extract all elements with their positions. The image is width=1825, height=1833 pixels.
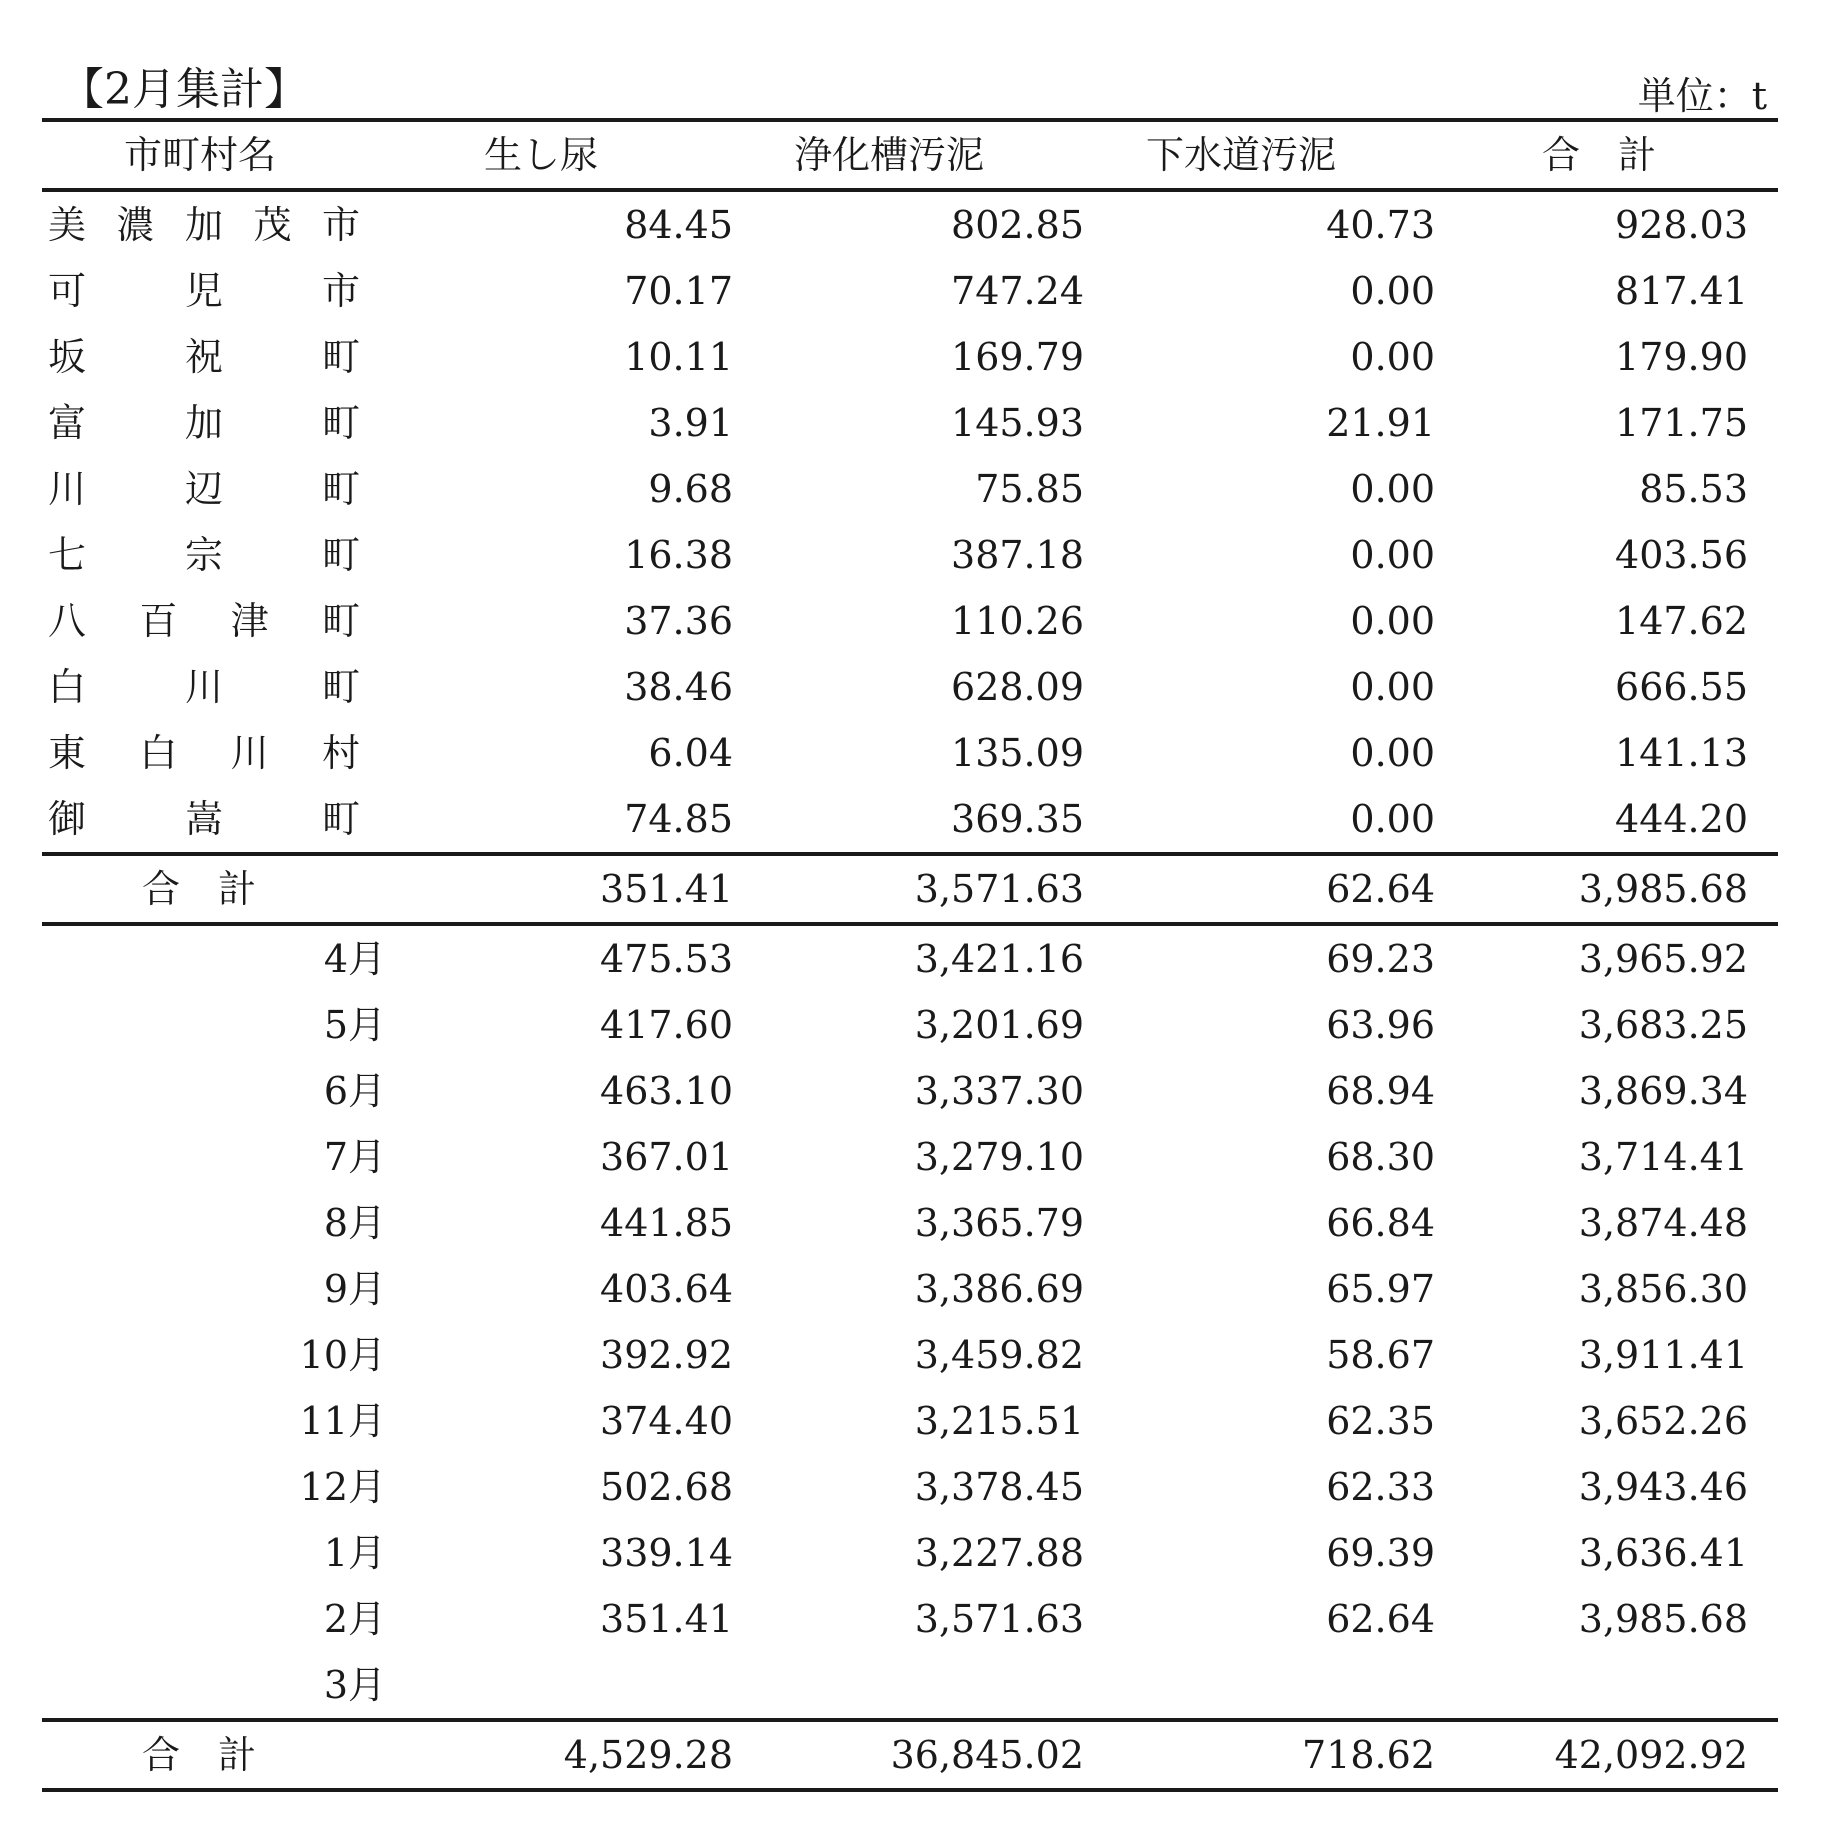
cell-sewage-sludge: 66.84 (1326, 1201, 1435, 1245)
cell-night-soil: 4,529.28 (563, 1733, 733, 1777)
table-row (42, 1256, 1778, 1322)
cell-total: 42,092.92 (1554, 1733, 1748, 1777)
cell-septic-sludge: 802.85 (951, 203, 1084, 247)
cell-septic-sludge: 3,421.16 (914, 937, 1084, 981)
cell-septic-sludge: 36,845.02 (890, 1733, 1084, 1777)
cell-total: 3,683.25 (1578, 1003, 1748, 1047)
cell-sewage-sludge: 62.64 (1326, 867, 1435, 911)
municipality-name-char: 宗 (184, 533, 223, 577)
cell-sewage-sludge: 0.00 (1350, 797, 1435, 841)
municipality-name (42, 720, 367, 786)
municipality-name-char: 辺 (184, 467, 223, 511)
cell-total: 3,985.68 (1578, 867, 1748, 911)
cell-total: 444.20 (1615, 797, 1748, 841)
municipality-name-char: 町 (321, 335, 360, 379)
cell-sewage-sludge: 718.62 (1302, 1733, 1435, 1777)
cell-sewage-sludge: 68.94 (1326, 1069, 1435, 1113)
cell-sewage-sludge: 0.00 (1350, 533, 1435, 577)
sludge-table (42, 118, 1778, 1792)
month-label: 4月 (323, 937, 386, 981)
cell-sewage-sludge: 62.35 (1326, 1399, 1435, 1443)
municipality-name-char: 町 (321, 401, 360, 445)
municipality-name (42, 258, 367, 324)
municipality-name-char: 児 (184, 269, 223, 313)
cell-septic-sludge: 169.79 (951, 335, 1084, 379)
municipality-name (42, 390, 367, 456)
table-row (42, 522, 1778, 588)
cell-total: 928.03 (1615, 203, 1748, 247)
cell-septic-sludge: 3,227.88 (914, 1531, 1084, 1575)
cell-night-soil: 417.60 (600, 1003, 733, 1047)
municipality-name-char: 町 (321, 533, 360, 577)
unit-label: 単位：t (1637, 74, 1767, 118)
table-row (42, 324, 1778, 390)
municipality-name (42, 522, 367, 588)
cell-septic-sludge: 3,337.30 (914, 1069, 1084, 1113)
cell-night-soil: 70.17 (624, 269, 733, 313)
municipality-name-char: 加 (184, 401, 223, 445)
cell-night-soil: 16.38 (624, 533, 733, 577)
cell-sewage-sludge: 0.00 (1350, 731, 1435, 775)
municipality-name-char: 茂 (253, 203, 292, 247)
cell-sewage-sludge: 0.00 (1350, 467, 1435, 511)
cell-total: 3,636.41 (1578, 1531, 1748, 1575)
annual-total-row (42, 1718, 1778, 1792)
municipality-name-char: 御 (48, 797, 87, 841)
cell-total: 141.13 (1615, 731, 1748, 775)
cell-night-soil: 392.92 (600, 1333, 733, 1377)
cell-night-soil: 475.53 (600, 937, 733, 981)
cell-total: 3,943.46 (1578, 1465, 1748, 1509)
table-row (42, 926, 1778, 992)
municipality-name-char: 町 (321, 665, 360, 709)
month-label: 5月 (323, 1003, 386, 1047)
cell-septic-sludge: 387.18 (951, 533, 1084, 577)
cell-total: 666.55 (1615, 665, 1748, 709)
header-municipality: 市町村名 (124, 133, 277, 177)
month-label: 2月 (323, 1597, 386, 1641)
table-row (42, 654, 1778, 720)
cell-septic-sludge: 747.24 (951, 269, 1084, 313)
cell-septic-sludge: 3,279.10 (914, 1135, 1084, 1179)
cell-septic-sludge: 3,378.45 (914, 1465, 1084, 1509)
cell-night-soil: 74.85 (624, 797, 733, 841)
month-label: 8月 (323, 1201, 386, 1245)
cell-total: 3,652.26 (1578, 1399, 1748, 1443)
table-row (42, 1058, 1778, 1124)
cell-total: 3,911.41 (1578, 1333, 1748, 1377)
table-row (42, 1454, 1778, 1520)
header-night-soil: 生し尿 (484, 133, 599, 177)
cell-night-soil: 84.45 (624, 203, 733, 247)
cell-sewage-sludge: 58.67 (1326, 1333, 1435, 1377)
table-row (42, 1124, 1778, 1190)
month-label: 3月 (323, 1663, 386, 1707)
header-septic-sludge: 浄化槽汚泥 (794, 133, 985, 177)
municipality-name (42, 588, 367, 654)
municipality-name-char: 坂 (48, 335, 87, 379)
cell-night-soil: 463.10 (600, 1069, 733, 1113)
cell-total: 179.90 (1615, 335, 1748, 379)
cell-total: 3,856.30 (1578, 1267, 1748, 1311)
table-row (42, 390, 1778, 456)
table-row (42, 1388, 1778, 1454)
municipality-name-char: 嵩 (184, 797, 223, 841)
cell-septic-sludge: 135.09 (951, 731, 1084, 775)
municipality-name-char: 可 (48, 269, 87, 313)
month-label: 10月 (299, 1333, 386, 1377)
cell-night-soil: 351.41 (600, 867, 733, 911)
cell-sewage-sludge: 0.00 (1350, 599, 1435, 643)
month-label: 6月 (323, 1069, 386, 1113)
municipality-rows (42, 192, 1778, 852)
cell-total: 3,985.68 (1578, 1597, 1748, 1641)
cell-night-soil: 339.14 (600, 1531, 733, 1575)
cell-sewage-sludge: 69.23 (1326, 937, 1435, 981)
table-row (42, 588, 1778, 654)
table-row (42, 1520, 1778, 1586)
cell-septic-sludge: 110.26 (951, 599, 1084, 643)
municipality-name-char: 白 (139, 731, 178, 775)
municipality-name-char: 市 (321, 203, 360, 247)
cell-sewage-sludge: 0.00 (1350, 269, 1435, 313)
cell-septic-sludge: 3,201.69 (914, 1003, 1084, 1047)
cell-septic-sludge: 3,571.63 (914, 1597, 1084, 1641)
municipality-name (42, 456, 367, 522)
municipality-name-char: 津 (230, 599, 269, 643)
cell-night-soil: 502.68 (600, 1465, 733, 1509)
municipality-name-char: 村 (321, 731, 360, 775)
cell-septic-sludge: 628.09 (951, 665, 1084, 709)
municipality-name-char: 白 (48, 665, 87, 709)
month-label: 7月 (323, 1135, 386, 1179)
cell-night-soil: 38.46 (624, 665, 733, 709)
municipality-name-char: 濃 (116, 203, 155, 247)
cell-septic-sludge: 369.35 (951, 797, 1084, 841)
table-header (42, 122, 1778, 192)
municipality-name-char: 七 (48, 533, 87, 577)
cell-total: 147.62 (1615, 599, 1748, 643)
cell-night-soil: 351.41 (600, 1597, 733, 1641)
cell-sewage-sludge: 62.33 (1326, 1465, 1435, 1509)
municipality-name-char: 町 (321, 599, 360, 643)
monthly-total-label: 合 計 (142, 867, 257, 911)
cell-total: 3,714.41 (1578, 1135, 1748, 1179)
month-label: 9月 (323, 1267, 386, 1311)
municipality-name-char: 川 (184, 665, 223, 709)
table-row (42, 1190, 1778, 1256)
table-row (42, 786, 1778, 852)
municipality-name-char: 町 (321, 467, 360, 511)
municipality-name-char: 美 (48, 203, 87, 247)
month-label: 1月 (323, 1531, 386, 1575)
municipality-name-char: 東 (48, 731, 87, 775)
table-row (42, 992, 1778, 1058)
municipality-name-char: 川 (48, 467, 87, 511)
cell-night-soil: 403.64 (600, 1267, 733, 1311)
table-row (42, 1586, 1778, 1652)
cell-septic-sludge: 3,459.82 (914, 1333, 1084, 1377)
municipality-name (42, 654, 367, 720)
cell-sewage-sludge: 68.30 (1326, 1135, 1435, 1179)
cell-total: 3,874.48 (1578, 1201, 1748, 1245)
cell-septic-sludge: 145.93 (951, 401, 1084, 445)
cell-sewage-sludge: 63.96 (1326, 1003, 1435, 1047)
header-total: 合 計 (1542, 133, 1657, 177)
month-label: 11月 (299, 1399, 386, 1443)
cell-sewage-sludge: 69.39 (1326, 1531, 1435, 1575)
cell-total: 171.75 (1615, 401, 1748, 445)
cell-total: 817.41 (1615, 269, 1748, 313)
cell-total: 3,869.34 (1578, 1069, 1748, 1113)
cell-total: 3,965.92 (1578, 937, 1748, 981)
table-row (42, 1652, 1778, 1718)
header-sewage-sludge: 下水道汚泥 (1146, 133, 1337, 177)
cell-sewage-sludge: 0.00 (1350, 665, 1435, 709)
municipality-name-char: 八 (48, 599, 87, 643)
cell-septic-sludge: 75.85 (975, 467, 1084, 511)
cell-sewage-sludge: 21.91 (1326, 401, 1435, 445)
municipality-name-char: 祝 (184, 335, 223, 379)
month-label: 12月 (299, 1465, 386, 1509)
month-rows (42, 926, 1778, 1718)
table-row (42, 720, 1778, 786)
municipality-name-char: 川 (230, 731, 269, 775)
cell-sewage-sludge: 40.73 (1326, 203, 1435, 247)
municipality-name (42, 192, 367, 258)
cell-septic-sludge: 3,215.51 (914, 1399, 1084, 1443)
municipality-name-char: 富 (48, 401, 87, 445)
municipality-name (42, 786, 367, 852)
cell-night-soil: 367.01 (600, 1135, 733, 1179)
municipality-name-char: 加 (184, 203, 223, 247)
cell-total: 403.56 (1615, 533, 1748, 577)
cell-night-soil: 374.40 (600, 1399, 733, 1443)
cell-sewage-sludge: 65.97 (1326, 1267, 1435, 1311)
cell-septic-sludge: 3,571.63 (914, 867, 1084, 911)
municipality-name-char: 市 (321, 269, 360, 313)
monthly-total-row (42, 852, 1778, 926)
cell-septic-sludge: 3,365.79 (914, 1201, 1084, 1245)
table-row (42, 456, 1778, 522)
cell-night-soil: 3.91 (648, 401, 733, 445)
table-row (42, 1322, 1778, 1388)
municipality-name-char: 百 (139, 599, 178, 643)
table-row (42, 192, 1778, 258)
municipality-name (42, 324, 367, 390)
cell-sewage-sludge: 62.64 (1326, 1597, 1435, 1641)
cell-septic-sludge: 3,386.69 (914, 1267, 1084, 1311)
table-row (42, 258, 1778, 324)
cell-night-soil: 10.11 (624, 335, 733, 379)
annual-total-label: 合 計 (142, 1733, 257, 1777)
cell-night-soil: 37.36 (624, 599, 733, 643)
cell-night-soil: 441.85 (600, 1201, 733, 1245)
cell-sewage-sludge: 0.00 (1350, 335, 1435, 379)
municipality-name-char: 町 (321, 797, 360, 841)
page-title: 【2月集計】 (60, 64, 308, 115)
cell-night-soil: 6.04 (648, 731, 733, 775)
cell-night-soil: 9.68 (648, 467, 733, 511)
cell-total: 85.53 (1639, 467, 1748, 511)
